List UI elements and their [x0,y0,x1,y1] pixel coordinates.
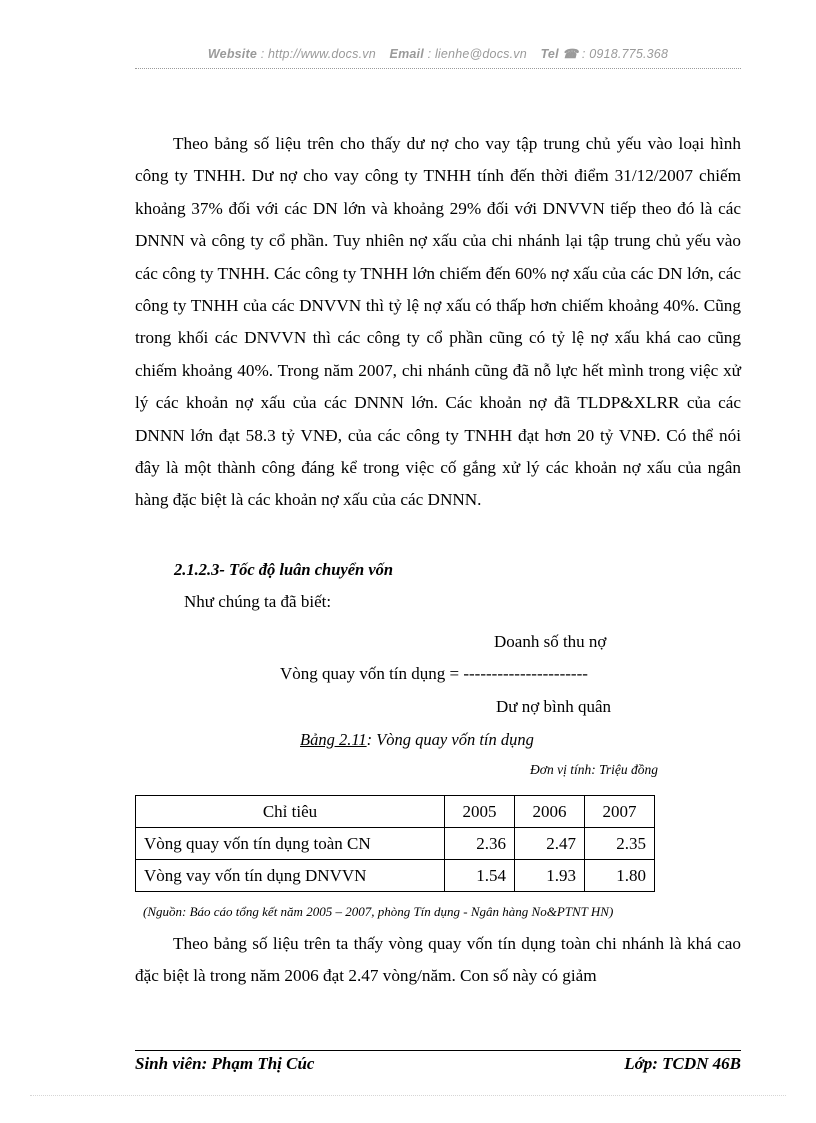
tel-value: : 0918.775.368 [581,47,669,61]
email-value: : lienhe@docs.vn [427,47,527,61]
header-indicator: Chỉ tiêu [136,796,445,828]
table-header-row [136,796,655,828]
header-2005: 2005 [445,796,515,828]
table-number: Bảng 2.11 [300,730,367,749]
header-2006: 2006 [515,796,585,828]
cell-value: 2.47 [515,828,585,860]
table-source: (Nguồn: Báo cáo tổng kết năm 2005 – 2007, phòng Tín dụng - Ngân hàng No&PTNT HN) [143,904,614,919]
credit-turnover-table [135,795,655,892]
table-row [136,860,655,892]
body-paragraph-2: Theo bảng số liệu trên ta thấy vòng quay vốn tín dụng toàn chi nhánh là khá cao đặc biệt là trong năm 2006 đạt 2.47 vòng/năm. Con số này có giảm [135,934,741,986]
footer-divider [135,1050,741,1051]
cell-value: 2.35 [585,828,655,860]
footer-student: Sinh viên: Phạm Thị Cúc [135,1054,315,1073]
cell-value: 1.80 [585,860,655,892]
table-caption [300,730,534,750]
formula-numerator: Doanh số thu nợ [494,632,607,651]
header-2007: 2007 [585,796,655,828]
email-label: Email [389,47,424,61]
body-paragraph-1: Theo bảng số liệu trên cho thấy dư nợ cho vay tập trung chủ yếu vào loại hình công ty TNHH. Dư nợ cho vay công ty TNHH tính đến thời điểm 31/12/2007 chiếm khoảng 37% đối với các DN lớn và khoảng 29% đối với DNVVN tiếp theo đó là các DNNN và công ty cổ phần. Tuy nhiên nợ xấu của chi nhánh lại tập trung chủ yếu vào các công ty TNHH. Các công ty TNHH lớn chiếm đến 60% nợ xấu của các DN lớn, các công ty TNHH của các DNVVN thì tỷ lệ nợ xấu có thấp hơn chiếm khoảng 40%. Cũng trong khối các DNVVN thì các công ty cổ phần cũng có tỷ lệ nợ xấu khá cao cũng chiếm khoảng 40%. Trong năm 2007, chi nhánh cũng đã nỗ lực hết mình trong việc xử lý các khoản nợ xấu của các DNNN lớn. Các khoản nợ đã TLDP&XLRR của các DNNN lớn đạt 58.3 tỷ VNĐ, của các công ty TNHH đạt hơn 20 tỷ VNĐ. Có thể nói đây là một thành công đáng kể trong việc cố gắng xử lý các khoản nợ xấu của ngân hàng đặc biệt là các khoản nợ xấu của các DNNN. [135,134,741,510]
table-row [136,828,655,860]
table-title: : Vòng quay vốn tín dụng [366,730,534,749]
cell-value: 2.36 [445,828,515,860]
section-heading: 2.1.2.3- Tốc độ luân chuyển vốn [174,560,394,579]
cell-value: 1.54 [445,860,515,892]
unit-note: Đơn vị tính: Triệu đồng [530,762,658,777]
row-label: Vòng quay vốn tín dụng toàn CN [136,828,445,860]
formula-denominator: Dư nợ bình quân [496,697,611,716]
row-label: Vòng vay vốn tín dụng DNVVN [136,860,445,892]
page-footer [135,1054,741,1074]
footer-class: Lớp: TCDN 46B [624,1054,741,1073]
page-header [135,46,741,69]
website-value: : http://www.docs.vn [260,47,376,61]
formula-line: Vòng quay vốn tín dụng = ---------------------- [280,664,588,683]
tel-label: Tel ☎ [540,47,579,61]
website-label: Website [207,47,257,61]
cell-value: 1.93 [515,860,585,892]
page-bottom-edge [30,1095,786,1096]
intro-text: Như chúng ta đã biết: [184,592,332,611]
